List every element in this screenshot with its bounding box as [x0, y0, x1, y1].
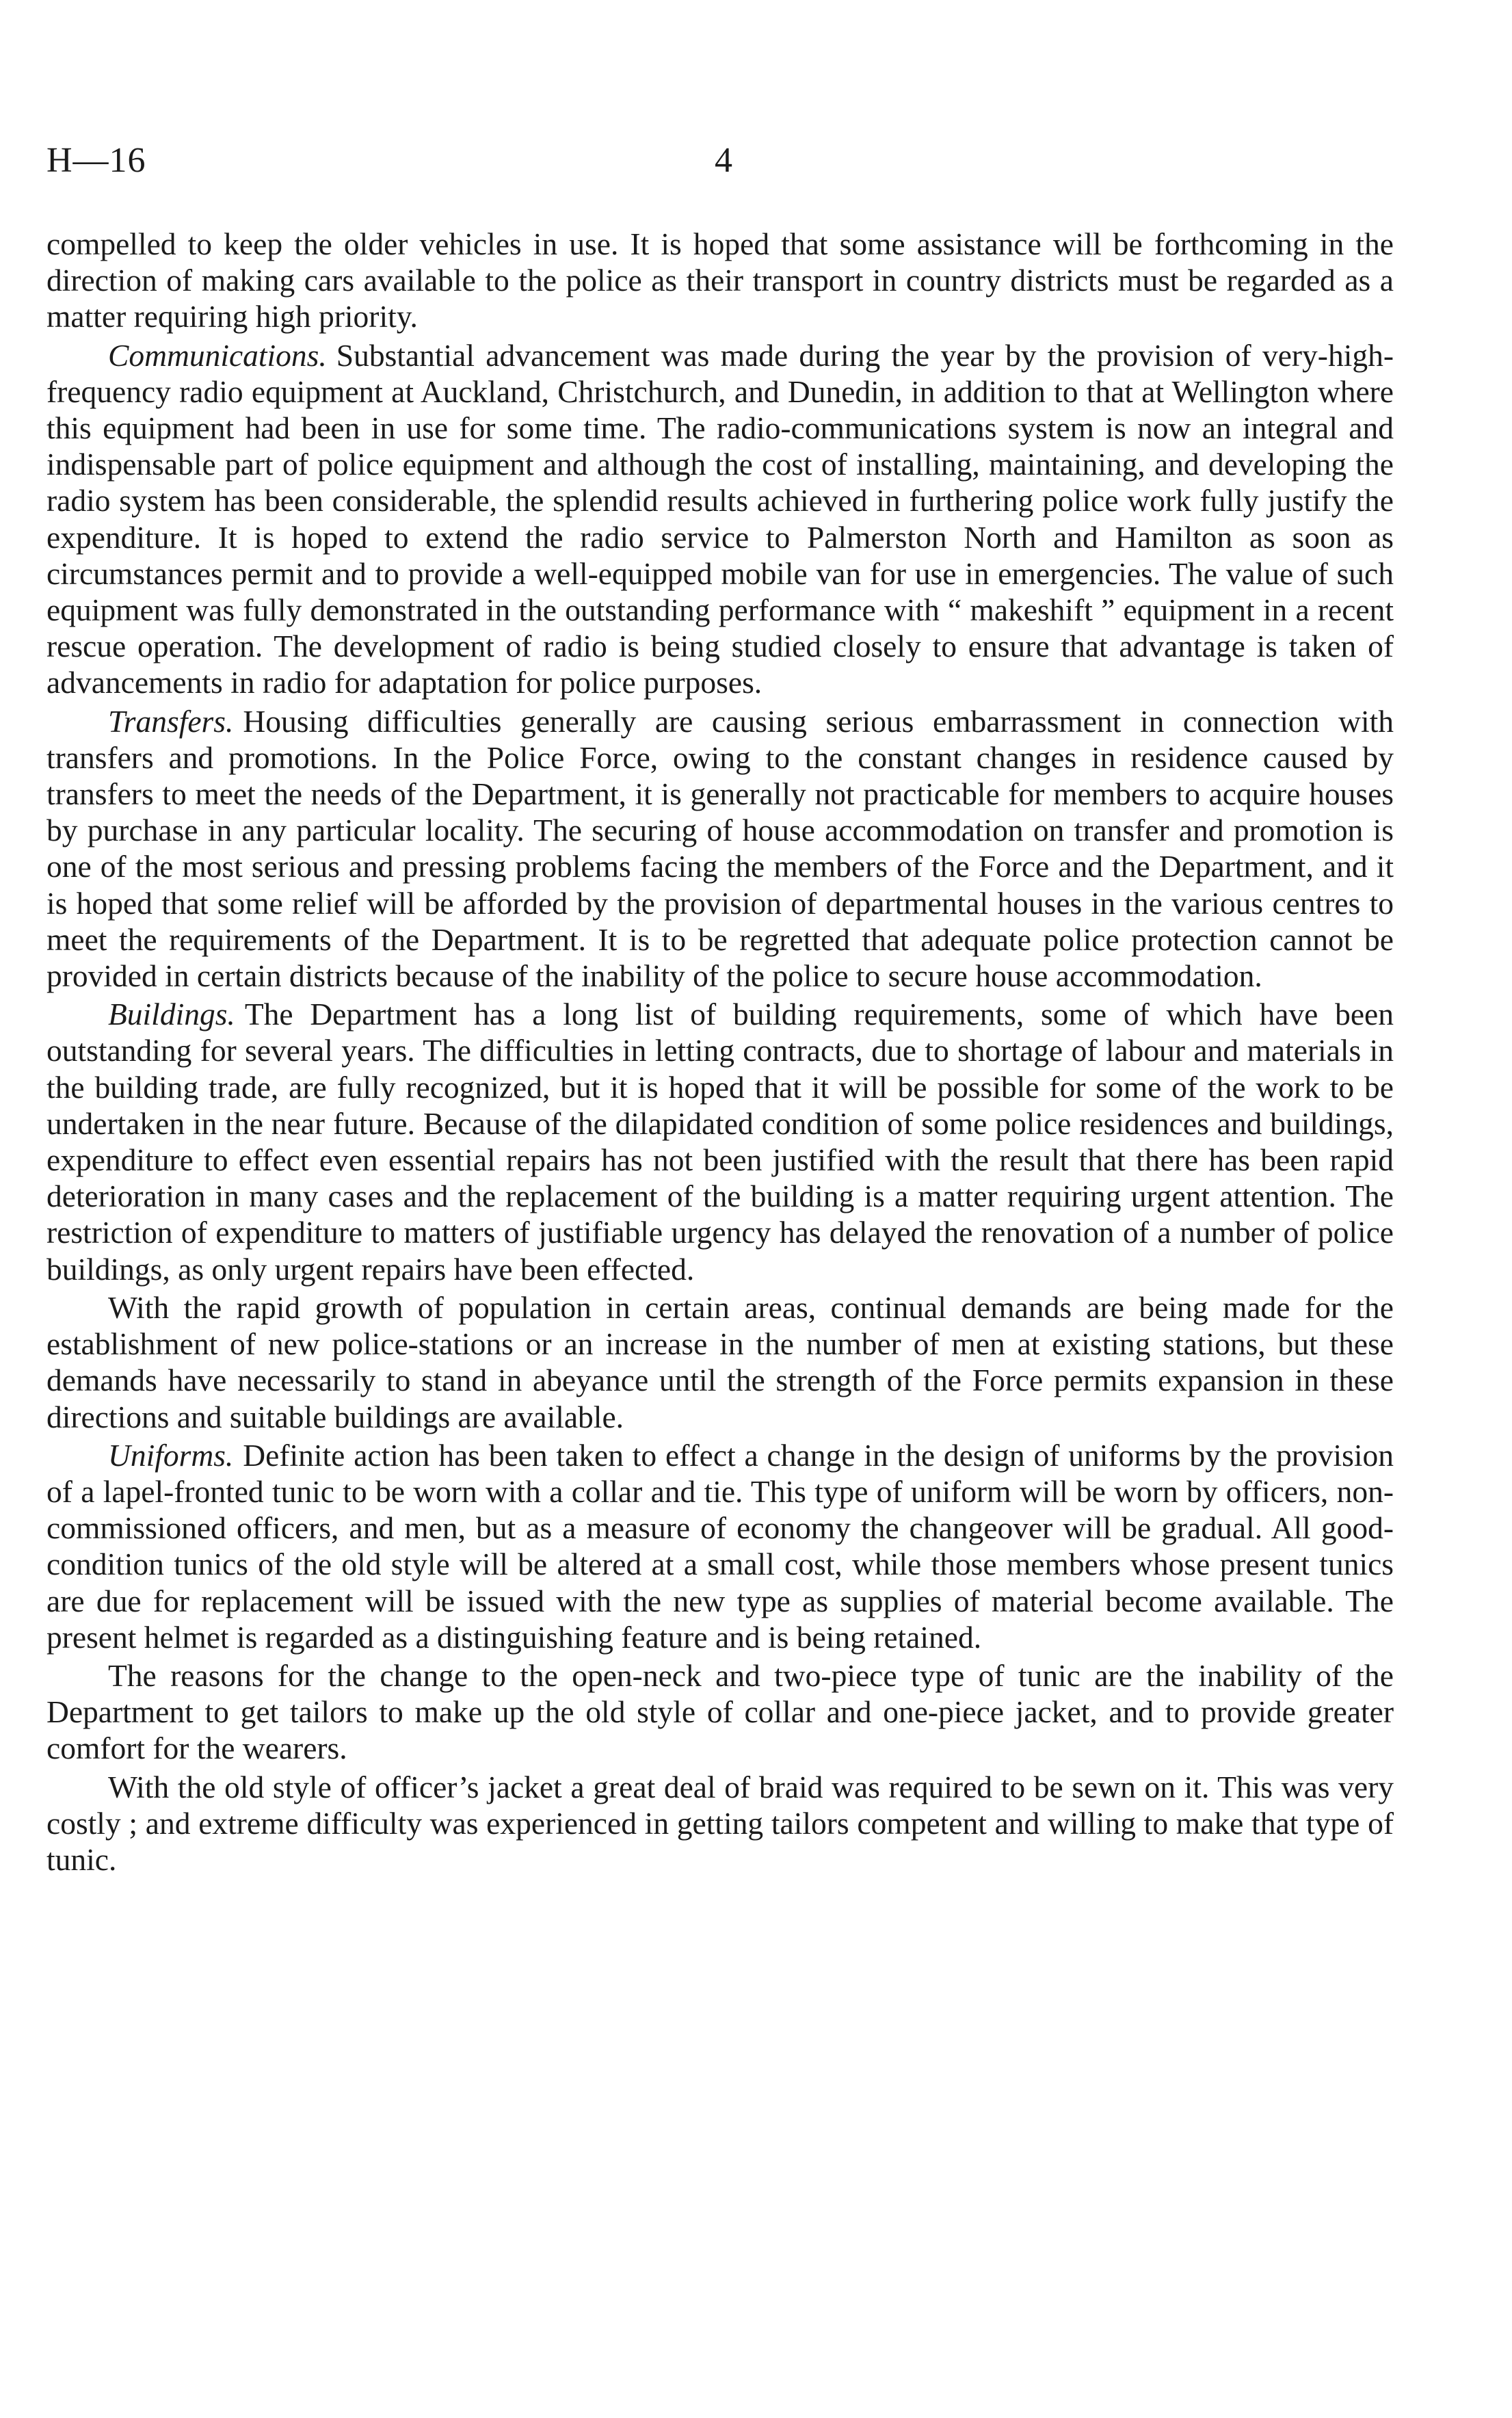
- paragraph-buildings: [47, 996, 1394, 1287]
- paragraph-text: Definite action has been taken to effect a change in the design of uniforms by the provision of a lapel-fronted tunic to be worn with a collar and tie. This type of uniform will be worn by officers, non-commissioned officers, and men, but as a measure of economy the changeover will be gradual. All good-condition tunics of the old style will be altered at a small cost, while those members whose present tunics are due for replacement will be issued with the new type as supplies of material become available. The present helmet is regarded as a distinguishing feature and is being retained.: [47, 1437, 1394, 1655]
- paragraph-transfers: [47, 703, 1394, 995]
- page-number: 4: [715, 141, 732, 180]
- paragraph-tunic-reasons: [47, 1657, 1394, 1767]
- paragraph-text: The reasons for the change to the open-neck and two-piece type of tunic are the inability of the Department to get tailors to make up the old style of collar and one-piece jacket, and to provide greater comfort for the wearers.: [47, 1657, 1394, 1766]
- paragraph-vehicles: [47, 226, 1394, 335]
- paragraph-text: The Department has a long list of building requirements, some of which have been outstanding for several years. The difficulties in letting contracts, due to shortage of labour and materials in the building trade, are fully recognized, but it is hoped that it will be possible for some of the work to be undertaken in the near future. Because of the dilapidated condition of some police residences and buildings, expenditure to effect even essential repairs has not been justified with the result that there has been rapid deterioration in many cases and the replacement of the building is a matter requiring urgent attention. The restriction of expenditure to matters of justifiable urgency has delayed the renovation of a number of police buildings, as only urgent repairs have been effected.: [47, 997, 1394, 1287]
- page-header: [47, 140, 1414, 195]
- paragraph-text: compelled to keep the older vehicles in use. It is hoped that some assistance will be forthcoming in the direction of making cars available to the police as their transport in country districts must be regarded as a matter requiring high priority.: [47, 226, 1394, 334]
- paragraph-officer-jacket: [47, 1769, 1394, 1878]
- paragraph-text: With the rapid growth of population in certain areas, continual demands are being made for the establishment of new police-stations or an increase in the number of men at existing stations, but these demands have necessarily to stand in abeyance until the strength of the Force permits expansion in these directions and suitable buildings are available.: [47, 1289, 1394, 1434]
- paragraph-text: Substantial advancement was made during the year by the provision of very-high-frequency radio equipment at Auckland, Christchurch, and Dunedin, in addition to that at Wellington where this equipment had been in use for some time. The radio-communications system is now an integral and indispensable part of police equipment and although the cost of installing, maintaining, and developing the radio system has been considerable, the splendid results achieved in furthering police work fully justify the expenditure. It is hoped to extend the radio service to Palmerston North and Hamilton as soon as circumstances permit and to provide a well-equipped mobile van for use in emergencies. The value of such equipment was fully demonstrated in the outstanding performance with “ makeshift ” equipment in a recent rescue operation. The development of radio is being studied closely to ensure that advantage is taken of advancements in radio for adaptation for police purposes.: [47, 337, 1394, 700]
- section-heading-uniforms: Uniforms.: [108, 1437, 234, 1473]
- section-heading-transfers: Transfers.: [108, 703, 234, 739]
- paragraph-text: Housing difficulties generally are causing serious embarrassment in connection with transfers and promotions. In the Police Force, owing to the constant changes in residence caused by transfers to meet the needs of the Department, it is generally not practicable for members to acquire houses by purchase in any particular locality. The securing of house accommodation on transfer and promotion is one of the most serious and pressing problems facing the members of the Force and the Department, and it is hoped that some relief will be afforded by the provision of departmental houses in the various centres to meet the requirements of the Department. It is to be regretted that adequate police protection cannot be provided in certain districts because of the inability of the police to secure house accommodation.: [47, 703, 1394, 994]
- body-text: [47, 226, 1394, 1878]
- paragraph-population-growth: [47, 1289, 1394, 1435]
- section-heading-buildings: Buildings.: [108, 997, 235, 1032]
- paragraph-communications: [47, 337, 1394, 701]
- paragraph-text: With the old style of officer’s jacket a great deal of braid was required to be sewn on it. This was very costly ; and extreme difficulty was experienced in getting tailors competent and willing to make that type of tunic.: [47, 1769, 1394, 1877]
- document-reference: H—16: [47, 141, 146, 180]
- paragraph-uniforms: [47, 1437, 1394, 1655]
- section-heading-communications: Communications.: [108, 337, 327, 373]
